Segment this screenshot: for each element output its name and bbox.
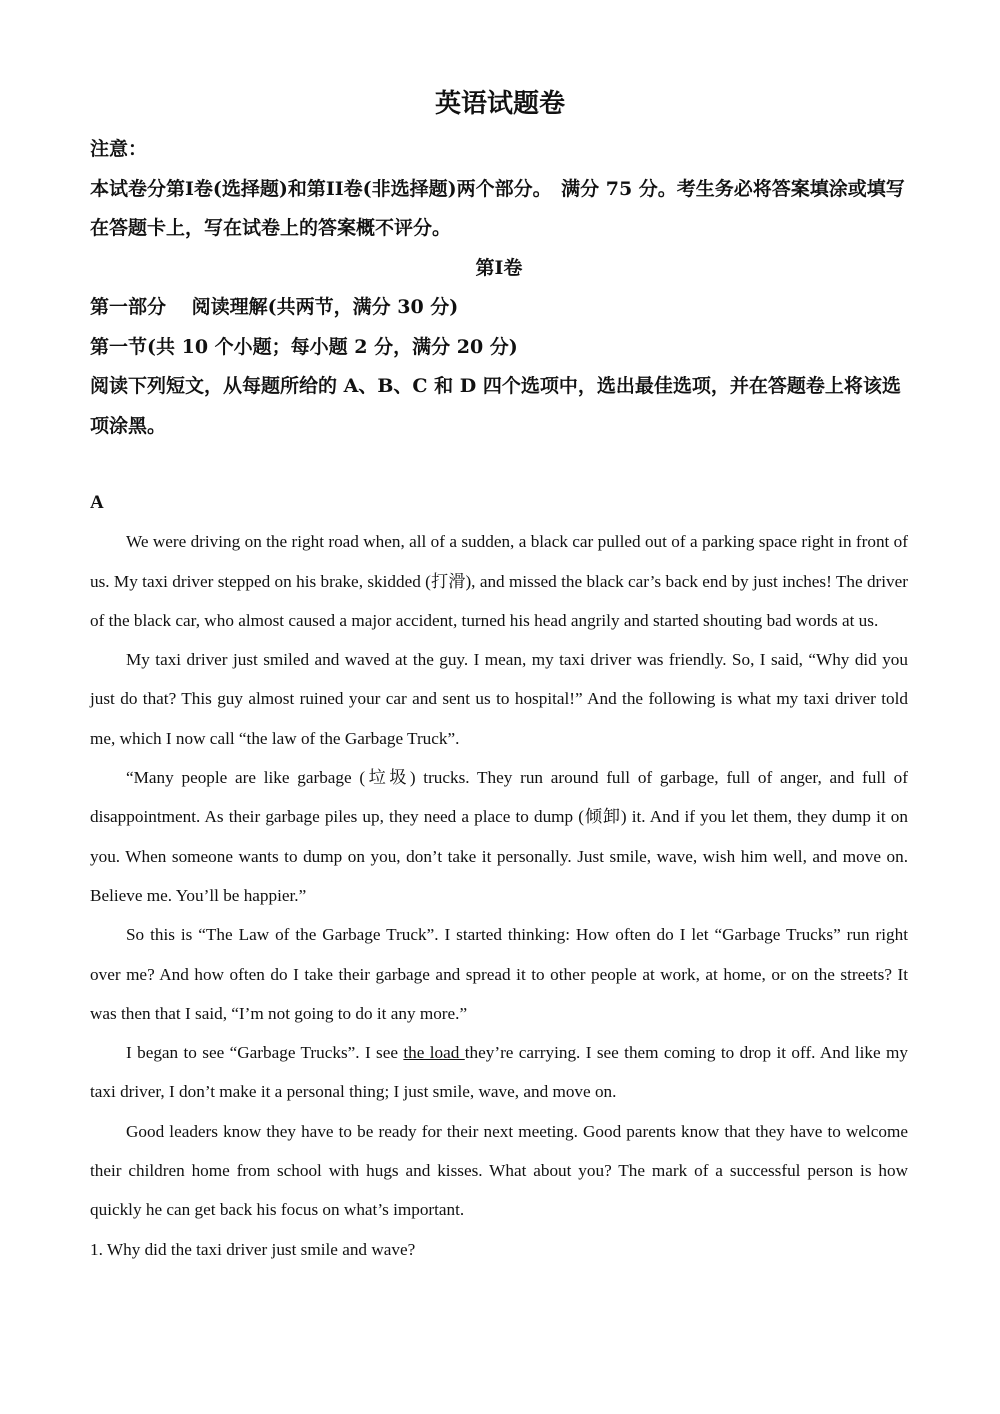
- paragraph-3: “Many people are like garbage (垃圾) trucks. They run around full of garbage, full of anger, and full of disappointment. As their garbage piles up, they need a place to dump (倾卸) it. And if you let them, they dump it on you. When someone wants to dump on you, don’t take it personally. Just smile, wave, wish him well, and move on. Believe me. You’ll be happier.”: [90, 768, 908, 905]
- paragraph-5-end: they’re carrying. I see them coming to drop it off. And like my taxi driver, I don’t make it a personal thing; I just smile, wave, and move on.: [90, 1043, 908, 1102]
- notice-text: 本试卷分第I卷(选择题)和第II卷(非选择题)两个部分。 满分 75 分。考生务必将答案填涂或填写在答题卡上，写在试卷上的答案概不评分。: [90, 177, 905, 239]
- volume-label: 第I卷: [475, 256, 523, 279]
- part1-heading: 第一部分 阅读理解(共两节，满分 30 分): [90, 296, 459, 318]
- page-title: 英语试题卷: [434, 89, 565, 119]
- paragraph-2: My taxi driver just smiled and waved at the guy. I mean, my taxi driver was friendly. So, I said, “Why did you just do that? This guy almost ruined your car and sent us to hospital!” And the following is what my taxi driver told me, which I now call “the law of the Garbage Truck”.: [90, 650, 908, 748]
- paragraph-5: [90, 1033, 908, 1112]
- underlined-phrase: the load: [403, 1043, 465, 1063]
- instructions-text: 阅读下列短文，从每题所给的 A、B、C 和 D 四个选项中，选出最佳选项，并在答题卷上将该选项涂黑。: [90, 375, 901, 437]
- passage-body: [90, 483, 908, 1269]
- notice-label: 注意：: [90, 138, 148, 160]
- section1-heading: 第一节(共 10 个小题；每小题 2 分，满分 20 分): [90, 335, 518, 358]
- notice-block: [90, 130, 908, 446]
- paragraph-1: We were driving on the right road when, all of a sudden, a black car pulled out of a parking space right in front of us. My taxi driver stepped on his brake, skidded (打滑), and missed the black car’s back end by just inches! The driver of the black car, who almost caused a major accident, turned his head angrily and started shouting bad words at us.: [90, 532, 908, 630]
- paragraph-6: Good leaders know they have to be ready for their next meeting. Good parents know that they have to welcome their children home from school with hugs and kisses. What about you? The mark of a successful person is how quickly he can get back his focus on what’s important.: [90, 1121, 908, 1220]
- passage-label: A: [90, 492, 104, 513]
- paragraph-5-start: I began to see “Garbage Trucks”. I see: [126, 1043, 404, 1063]
- paragraph-4: So this is “The Law of the Garbage Truck”. I started thinking: How often do I let “Garbage Trucks” run right over me? And how often do I take their garbage and spread it to other people at work, at home, or on the streets? It was then that I said, “I’m not going to do it any more.”: [90, 925, 908, 1023]
- question-1: 1. Why did the taxi driver just smile and wave?: [90, 1239, 416, 1259]
